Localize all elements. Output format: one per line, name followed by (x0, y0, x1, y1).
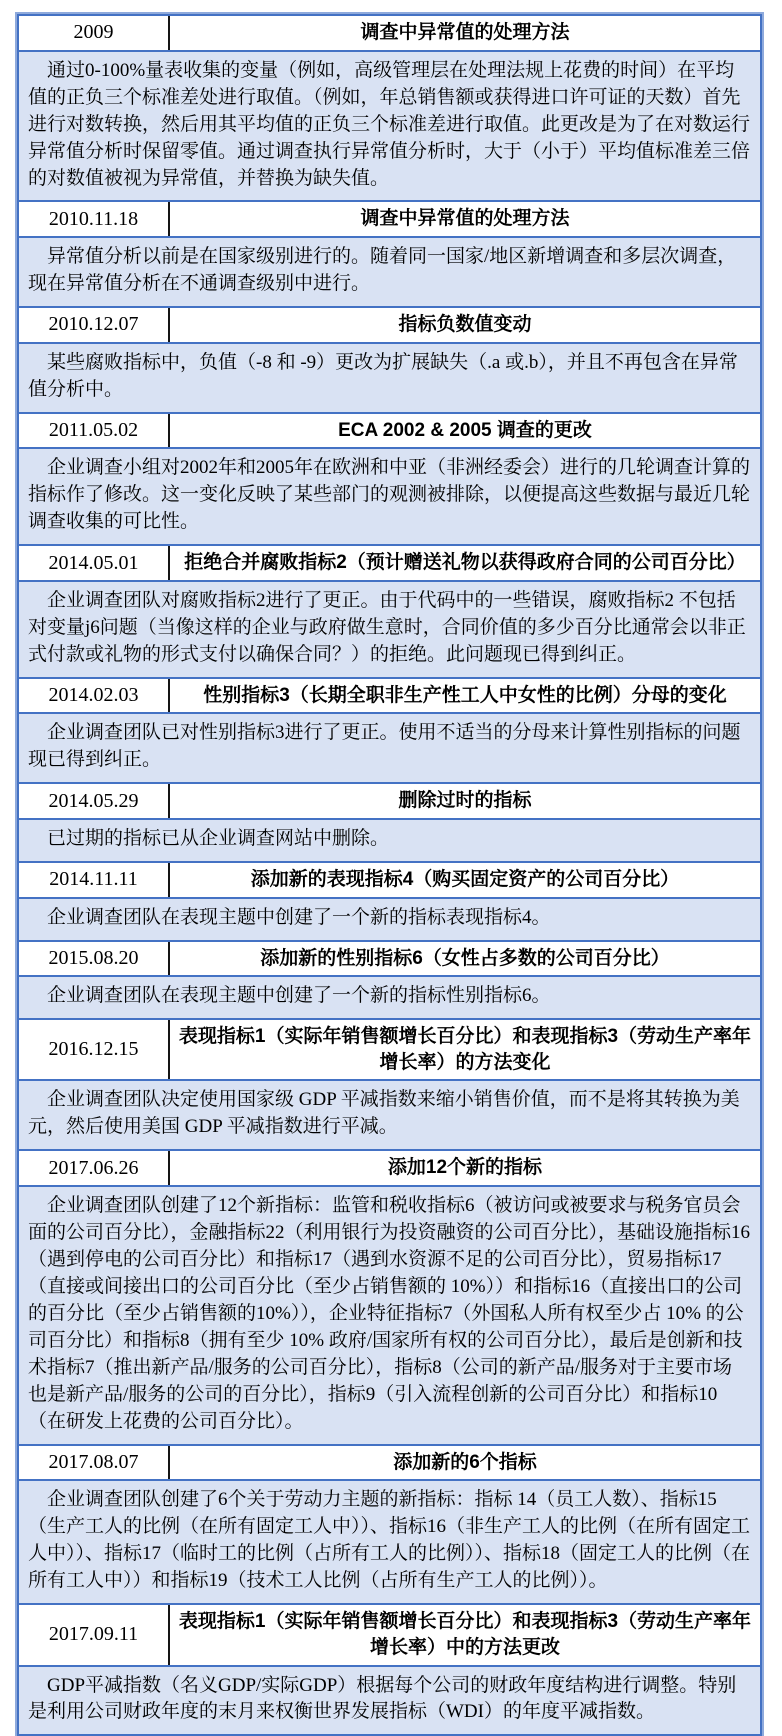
change-description: 通过0-100%量表收集的变量（例如，高级管理层在处理法规上花费的时间）在平均值的正负三个标准差处进行取值。（例如，年总销售额或获得进口许可证的天数）首先进行对数转换，然后用其平均值的正负三个标准差进行取值。此更改是为了在对数运行异常值分析时保留零值。通过调查执行异常值分析时，大于（小于）平均值标准差三倍的对数值被视为异常值，并替换为缺失值。 (28, 59, 751, 189)
change-description: 企业调查团队对腐败指标2进行了更正。由于代码中的一些错误，腐败指标2 不包括对变量j6问题（当像这样的企业与政府做生意时，合同价值的多少百分比通常会以非正式付款或礼物的形式支付以确保合同？）的拒绝。此问题现已得到纠正。 (28, 589, 746, 665)
change-title: 拒绝合并腐败指标2（预计赠送礼物以获得政府合同的公司百分比） (184, 552, 746, 574)
changelog-header-row (19, 940, 760, 976)
change-description-row (19, 1079, 760, 1149)
change-date: 2015.08.20 (19, 942, 170, 976)
change-date: 2017.09.11 (19, 1605, 170, 1664)
change-description: 已过期的指标已从企业调查网站中删除。 (47, 827, 390, 849)
change-date: 2014.05.01 (19, 546, 170, 580)
changelog-table (17, 14, 762, 1736)
change-description: 企业调查小组对2002年和2005年在欧洲和中亚（非洲经委会）进行的几轮调查计算的指标作了修改。这一变化反映了某些部门的观测被排除，以便提高这些数据与最近几轮调查收集的可比性。 (28, 457, 751, 533)
change-date: 2016.12.15 (19, 1020, 170, 1079)
change-title: 删除过时的指标 (398, 790, 532, 812)
changelog-header-row (19, 1149, 760, 1185)
change-description-row (19, 1479, 760, 1603)
changelog-header-row (19, 544, 760, 580)
change-description-row (19, 1185, 760, 1444)
change-description: 企业调查团队创建了12个新指标：监管和税收指标6（被访问或被要求与税务官员会面的公司百分比），金融指标22（利用银行为投资融资的公司百分比），基础设施指标16（遇到停电的公司百分比）和指标17（遇到水资源不足的公司百分比），贸易指标17（直接或间接出口的公司百分比（至少占销售额的 10%））和指标16（直接出口的公司的百分比（至少占销售额的10%）），企业特征指标7（外国私人所有权至少占 10% 的公司百分比）和指标8（拥有至少 10% 政府/国家所有权的公司百分比），最后是创新和技术指标7（推出新产品/服务的公司百分比），指标8（公司的新产品/服务对于主要市场也是新产品/服务的公司的百分比），指标9（引入流程创新的公司百分比）和指标10（在研发上花费的公司百分比）。 (28, 1195, 751, 1432)
change-date: 2014.02.03 (19, 679, 170, 713)
change-title: 调查中异常值的处理方法 (360, 22, 570, 43)
change-description: 企业调查团队在表现主题中创建了一个新的指标表现指标4。 (47, 906, 551, 928)
change-description-row (19, 580, 760, 677)
changelog-header-row (19, 677, 760, 713)
change-date: 2010.11.18 (19, 202, 170, 236)
change-title: ECA 2002 & 2005 调查的更改 (338, 419, 592, 441)
change-title: 添加12个新的指标 (387, 1157, 543, 1179)
changelog-header-row (19, 861, 760, 897)
change-description-row (19, 897, 760, 940)
change-title: 调查中异常值的处理方法 (360, 208, 570, 230)
change-description-row (19, 818, 760, 861)
change-title: 表现指标1（实际年销售额增长百分比）和表现指标3（劳动生产率年增长率）中的方法更改 (178, 1611, 752, 1658)
change-description: 异常值分析以前是在国家级别进行的。随着同一国家/地区新增调查和多层次调查，现在异常值分析在不通调查级别中进行。 (28, 246, 737, 295)
change-title: 表现指标1（实际年销售额增长百分比）和表现指标3（劳动生产率年增长率）的方法变化 (178, 1026, 752, 1073)
change-title: 添加新的表现指标4（购买固定资产的公司百分比） (250, 868, 680, 890)
change-date: 2014.11.11 (19, 863, 170, 897)
change-date: 2017.06.26 (19, 1151, 170, 1185)
change-description-row (19, 50, 760, 201)
change-description: 某些腐败指标中，负值（-8 和 -9）更改为扩展缺失（.a 或.b），并且不再包含在异常值分析中。 (28, 351, 738, 400)
changelog-header-row (19, 1603, 760, 1664)
change-description: 企业调查团队在表现主题中创建了一个新的指标性别指标6。 (47, 985, 551, 1007)
changelog-header-row (19, 1018, 760, 1079)
change-description-row (19, 975, 760, 1018)
change-date: 2014.05.29 (19, 784, 170, 818)
change-description-row (19, 342, 760, 412)
changelog-header-row (19, 200, 760, 236)
change-date: 2010.12.07 (19, 308, 170, 342)
change-date: 2009 (19, 16, 170, 50)
change-description-row (19, 1665, 760, 1735)
change-title: 性别指标3（长期全职非生产性工人中女性的比例）分母的变化 (203, 684, 727, 706)
change-description: GDP平减指数（名义GDP/实际GDP）根据每个公司的财政年度结构进行调整。特别是利用公司财政年度的末月来权衡世界发展指标（WDI）的年度平减指数。 (28, 1674, 737, 1723)
change-title: 指标负数值变动 (398, 314, 532, 336)
change-title: 添加新的性别指标6（女性占多数的公司百分比） (260, 947, 670, 969)
change-description-row (19, 236, 760, 306)
change-description-row (19, 447, 760, 544)
change-description-row (19, 712, 760, 782)
change-description: 企业调查团队创建了6个关于劳动力主题的新指标：指标 14（员工人数）、指标15（生产工人的比例（在所有固定工人中））、指标16（非生产工人的比例（在所有固定工人中））、指标17（临时工的比例（占所有工人的比例））、指标18（固定工人的比例（在所有工人中））和指标19（技术工人比例（占所有生产工人的比例））。 (28, 1489, 751, 1592)
change-date: 2011.05.02 (19, 414, 170, 448)
change-description: 企业调查团队决定使用国家级 GDP 平减指数来缩小销售价值，而不是将其转换为美元，然后使用美国 GDP 平减指数进行平减。 (28, 1089, 740, 1138)
changelog-header-row (19, 782, 760, 818)
changelog-header-row (19, 412, 760, 448)
change-date: 2017.08.07 (19, 1446, 170, 1480)
change-title: 添加新的6个指标 (393, 1451, 537, 1473)
change-description: 企业调查团队已对性别指标3进行了更正。使用不适当的分母来计算性别指标的问题现已得到纠正。 (28, 722, 741, 771)
changelog-header-row (19, 306, 760, 342)
changelog-header-row (19, 16, 760, 50)
changelog-header-row (19, 1444, 760, 1480)
